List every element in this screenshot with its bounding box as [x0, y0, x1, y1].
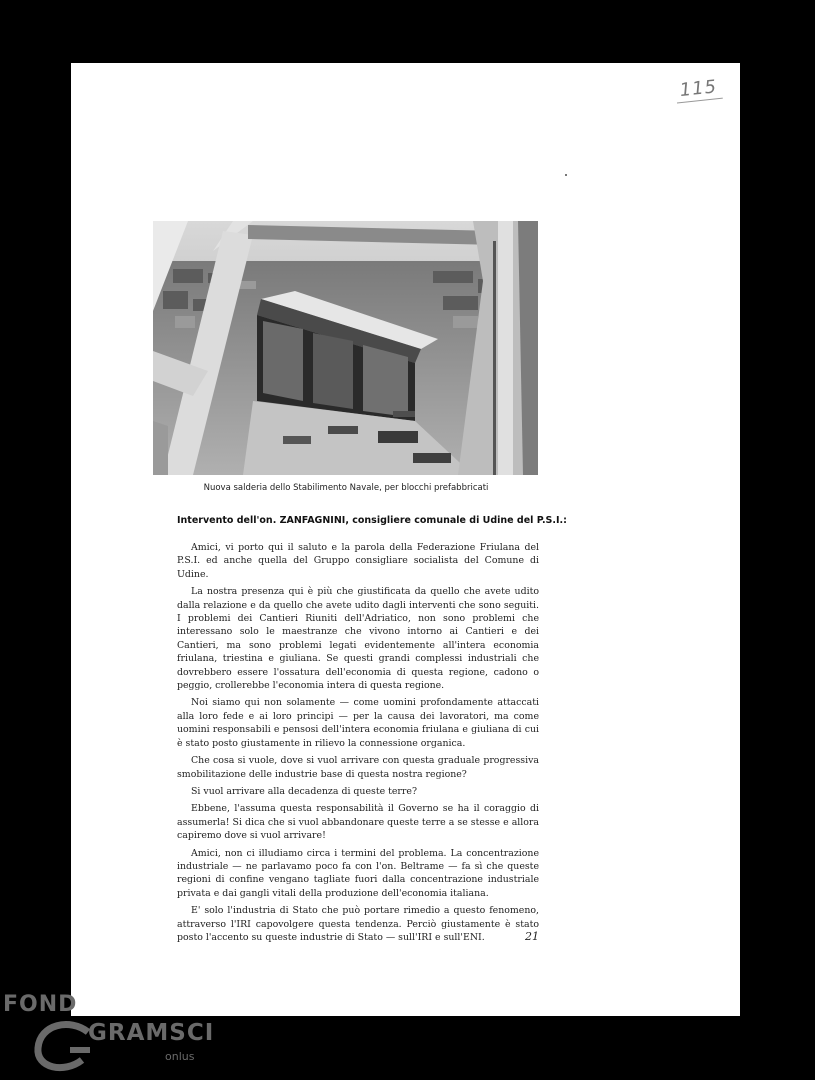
paragraph: Ebbene, l'assuma questa responsabilità il Governo se ha il coraggio di assumerla! Si dica che si vuol abbandonare queste terre a se stesse e allora capiremo dove si vuol arrivare! [177, 803, 539, 842]
document-page [71, 63, 740, 1016]
paragraph: Amici, non ci illudiamo circa i termini del problema. La concentrazione industriale — ne parlavamo poco fa con l'on. Beltrame — fa sì che queste regioni di confine vengano tagliate fuori dalla concentrazione industriale privata e dai gangli vitali della produzione dell'economia italiana. [177, 847, 539, 899]
speck [565, 174, 567, 176]
handnote-text: 115 [678, 76, 718, 102]
paragraph: Si vuol arrivare alla decadenza di queste terre? [191, 785, 417, 797]
speech-heading: Intervento dell'on. ZANFAGNINI, consigliere comunale di Udine del P.S.I.: [177, 515, 567, 526]
shipyard-photo-icon [153, 221, 538, 475]
paragraph: Amici, vi porto qui il saluto e la parola della Federazione Friulana del P.S.I. ed anche quella del Gruppo consigliare socialista del Comune di Udine. [177, 542, 539, 580]
photo-caption: Nuova salderia dello Stabilimento Navale, per blocchi prefabbricati [203, 483, 489, 493]
page-number: 21 [525, 930, 539, 943]
paragraph: La nostra presenza qui è più che giustificata da quello che avete udito dalla relazione e da quello che avete udito dagli interventi che sono seguiti. I problemi dei Cantieri Riuniti dell'Adriatico, non sono problemi che interessano solo le maestranze che vivono intorno ai Cantieri e dei Cantieri, ma sono problemi legati evidentemente all'intera economia friulana, triestina e giuliana. Se questi grandi complessi industriali che dovrebbero essere l'ossatura dell'economia di questa regione, cadono o peggio, crollerebbe l'economia intera di questa regione. [177, 586, 539, 692]
speech-body [177, 541, 539, 948]
logo-line3: onlus [165, 1050, 195, 1063]
logo-line1: FOND [3, 992, 78, 1017]
paragraph: Che cosa si vuole, dove si vuol arrivare con questa graduale progressiva smobilitazione delle industrie base di questa nostra regione? [177, 755, 539, 780]
handwritten-page-number [675, 76, 726, 109]
paragraph: Noi siamo qui non solamente — come uomini profondamente attaccati alla loro fede e ai loro principi — per la causa dei lavoratori, ma come uomini responsabili e pensosi dell'intera economia friulana e giuliana di cui è stato posto giustamente in rilievo la connessione organica. [177, 697, 539, 749]
paragraph: E' solo l'industria di Stato che può portare rimedio a questo fenomeno, attraverso l'IRI capovolgere questa tendenza. Perciò giustamente è stato posto l'accento su queste industrie di Stato — sull'IRI e sull'ENI. [177, 905, 539, 943]
fondazione-gramsci-logo [0, 990, 230, 1075]
logo-line2: GRAMSCI [88, 1020, 215, 1046]
shipyard-photo [153, 221, 538, 475]
